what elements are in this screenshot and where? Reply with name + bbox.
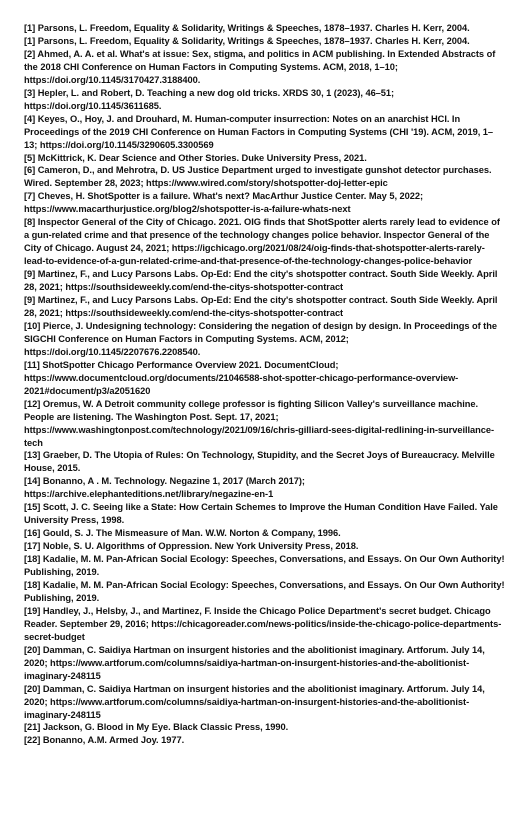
reference-entry: [21] Jackson, G. Blood in My Eye. Black Classic Press, 1990.: [24, 722, 289, 733]
reference-entry: [18] Kadalie, M. M. Pan-African Social Ecology: Speeches, Conversations, and Essays. On Our Own Authority! Publishing, 2019.: [24, 554, 505, 578]
reference-entry: [10] Pierce, J. Undesigning technology: Considering the negation of design by design. In Proceedings of the SIGCHI Conference on Human Factors in Computing Systems. ACM, 2012; https://doi.org/10.1145/2207676.2208540.: [24, 320, 497, 357]
reference-entry: [9] Martinez, F., and Lucy Parsons Labs. Op-Ed: End the city's shotspotter contract. South Side Weekly. April 28, 2021; https://southsideweekly.com/end-the-citys-shotspotter-contract: [24, 269, 498, 293]
reference-entry: [17] Noble, S. U. Algorithms of Oppression. New York University Press, 2018.: [24, 541, 359, 552]
reference-entry: [3] Hepler, L. and Robert, D. Teaching a new dog old tricks. XRDS 30, 1 (2023), 46–51; https://doi.org/10.1145/3611685.: [24, 87, 395, 111]
reference-entry: [14] Bonanno, A . M. Technology. Negazine 1, 2017 (March 2017); https://archive.elephanteditions.net/library/negazine-en-1: [24, 476, 305, 500]
reference-entry: [6] Cameron, D., and Mehrotra, D. US Justice Department urged to investigate gunshot detector purchases. Wired. September 28, 2023; https://www.wired.com/story/shotspotter-doj-letter-epic: [24, 165, 492, 189]
reference-entry: [4] Keyes, O., Hoy, J. and Drouhard, M. Human-computer insurrection: Notes on an anarchist HCI. In Proceedings of the 2019 CHI Conference on Human Factors in Computing Systems (CHI '19). ACM, 2019, 1–13; https://doi.org/10.1145/3290605.3300569: [24, 113, 494, 150]
reference-entry: [20] Damman, C. Saidiya Hartman on insurgent histories and the abolitionist imaginary. Artforum. July 14, 2020; https://www.artforum.com/columns/saidiya-hartman-on-insurgent-histories-and-the-abolitionist-imaginary-248115: [24, 644, 485, 681]
reference-entry: [5] McKittrick, K. Dear Science and Other Stories. Duke University Press, 2021.: [24, 152, 367, 163]
reference-entry: [20] Damman, C. Saidiya Hartman on insurgent histories and the abolitionist imaginary. Artforum. July 14, 2020; https://www.artforum.com/columns/saidiya-hartman-on-insurgent-histories-and-the-abolitionist-imaginary-248115: [24, 683, 485, 720]
reference-list: [24, 22, 506, 747]
reference-entry: [15] Scott, J. C. Seeing like a State: How Certain Schemes to Improve the Human Condition Have Failed. Yale University Press, 1998.: [24, 502, 498, 526]
reference-entry: [7] Cheves, H. ShotSpotter is a failure. What's next? MacArthur Justice Center. May 5, 2022; https://www.macarthurjustice.org/blog2/shotspotter-is-a-failure-whats-next: [24, 191, 424, 215]
reference-entry: [18] Kadalie, M. M. Pan-African Social Ecology: Speeches, Conversations, and Essays. On Our Own Authority! Publishing, 2019.: [24, 579, 505, 603]
reference-entry: [22] Bonanno, A.M. Armed Joy. 1977.: [24, 735, 185, 746]
reference-entry: [9] Martinez, F., and Lucy Parsons Labs. Op-Ed: End the city's shotspotter contract. South Side Weekly. April 28, 2021; https://southsideweekly.com/end-the-citys-shotspotter-contract: [24, 295, 498, 318]
reference-entry: [8] Inspector General of the City of Chicago. 2021. OIG finds that ShotSpotter alerts rarely lead to evidence of a gun-related crime and that presence of the technology changes police behavior. Inspector General of the City of Chicago. August 24, 2021; https://igchicago.org/2021/08/24/oig-finds-that-shotspotter-alerts-rarely-lead-to-evidence-of-a-gun-related-crime-and-that-presence-of-the-technology-changes-police-behavior: [24, 217, 500, 267]
reference-entry: [11] ShotSpotter Chicago Performance Overview 2021. DocumentCloud; https://www.documentcloud.org/documents/21046588-shot-spotter-chicago-performance-overview-2021#document/p3/a2051620: [24, 359, 459, 396]
reference-entry: [19] Handley, J., Helsby, J., and Martinez, F. Inside the Chicago Police Department's secret budget. Chicago Reader. September 29, 2016; https://chicagoreader.com/news-politics/inside-the-chicago-police-departments-secret-budget: [24, 605, 502, 642]
reference-entry: [13] Graeber, D. The Utopia of Rules: On Technology, Stupidity, and the Secret Joys of Bureaucracy. Melville House, 2015.: [24, 450, 495, 474]
reference-entry: [16] Gould, S. J. The Mismeasure of Man. W.W. Norton & Company, 1996.: [24, 528, 341, 539]
reference-entry: [1] Parsons, L. Freedom, Equality & Solidarity, Writings & Speeches, 1878–1937. Charles H. Kerr, 2004.: [24, 23, 470, 33]
reference-entry: [2] Ahmed, A. A. et al. What's at issue: Sex, stigma, and politics in ACM publishing. In Extended Abstracts of the 2018 CHI Conference on Human Factors in Computing Systems. ACM, 2018, 1–10; https://doi.org/10.1145/3170427.3188400.: [24, 48, 496, 85]
reference-entry: [12] Oremus, W. A Detroit community college professor is fighting Silicon Valley's surveillance machine. People are listening. The Washington Post. Sept. 17, 2021; https://www.washingtonpost.com/technology/2021/09/16/chris-gilliard-sees-digital-redlining-in-surveillance-tech: [24, 398, 495, 448]
reference-entry: [1] Parsons, L. Freedom, Equality & Solidarity, Writings & Speeches, 1878–1937. Charles H. Kerr, 2004.: [24, 35, 470, 46]
